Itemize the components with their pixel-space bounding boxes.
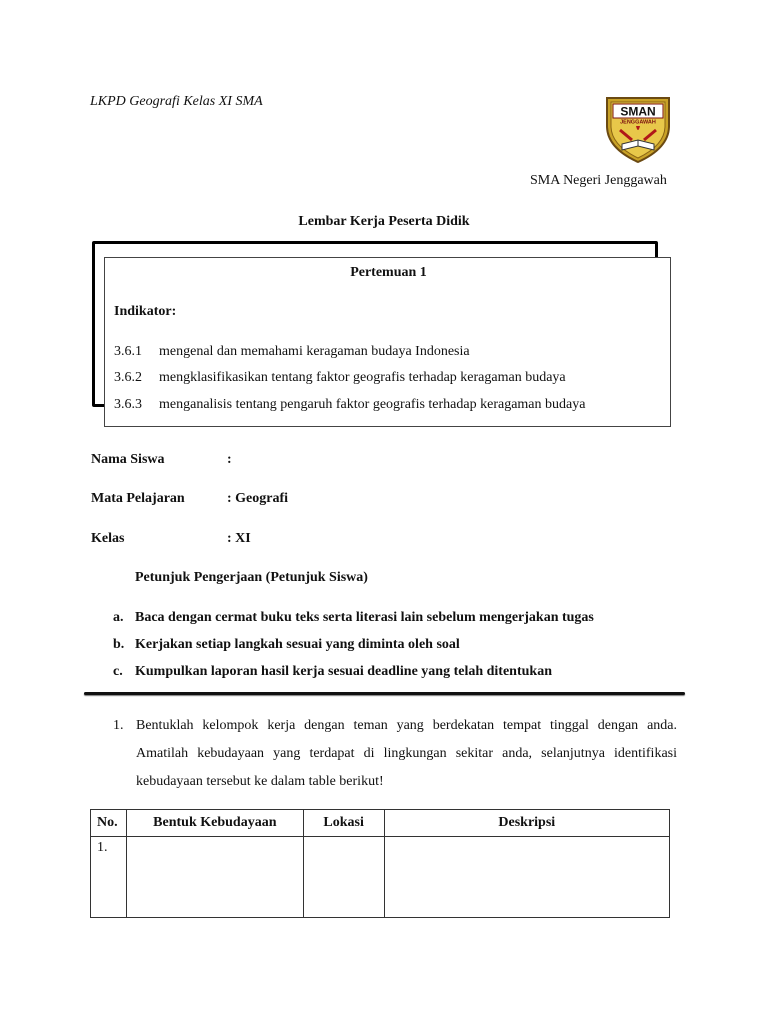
instruction-text: Kumpulkan laporan hasil kerja sesuai deadline yang telah ditentukan: [135, 664, 552, 679]
instruction-letter: b.: [113, 637, 125, 652]
column-header-description: Deskripsi: [384, 810, 669, 837]
field-label: Kelas: [91, 531, 125, 546]
instruction-letter: a.: [113, 610, 124, 625]
indicator-item: [114, 344, 470, 360]
task-text: Bentuklah kelompok kerja dengan teman yang berdekatan tempat tinggal dengan anda. Amatilah kebudayaan yang terdapat di lingkungan sekitar anda, selanjutnya identifikasi kebudayaan tersebut ke dalam table berikut!: [136, 718, 677, 789]
indicator-box: [104, 257, 671, 427]
instruction-item: [113, 637, 460, 653]
instruction-text: Baca dengan cermat buku teks serta literasi lain sebelum mengerjakan tugas: [135, 610, 594, 625]
table-row: [91, 837, 670, 918]
culture-table: [90, 809, 670, 918]
table-cell-no: 1.: [91, 837, 127, 918]
indicator-text: mengenal dan memahami keragaman budaya Indonesia: [159, 344, 470, 359]
table-cell-culture-form[interactable]: [126, 837, 303, 918]
indicator-text: mengklasifikasikan tentang faktor geografis terhadap keragaman budaya: [159, 370, 566, 385]
field-class: [91, 531, 251, 547]
svg-text:JENGGAWAH: JENGGAWAH: [620, 119, 656, 126]
field-value: : XI: [227, 531, 251, 546]
instructions-heading: Petunjuk Pengerjaan (Petunjuk Siswa): [135, 570, 368, 585]
field-label: Nama Siswa: [91, 452, 165, 467]
indicator-item: [114, 397, 585, 413]
indicator-number: 3.6.3: [114, 397, 142, 412]
meeting-title: Pertemuan 1: [350, 265, 427, 280]
indicator-number: 3.6.1: [114, 344, 142, 359]
indicator-number: 3.6.2: [114, 370, 142, 385]
field-label: Mata Pelajaran: [91, 491, 185, 506]
indicator-label: Indikator:: [114, 304, 177, 319]
instruction-letter: c.: [113, 664, 123, 679]
table-cell-description[interactable]: [384, 837, 669, 918]
section-divider: [84, 692, 685, 695]
field-value: :: [227, 452, 232, 467]
field-student-name: [91, 452, 232, 468]
field-value: : Geografi: [227, 491, 289, 506]
svg-text:SMAN: SMAN: [620, 104, 656, 119]
task-item: [113, 712, 677, 796]
instruction-item: [113, 610, 594, 626]
column-header-location: Lokasi: [303, 810, 384, 837]
document-title: Lembar Kerja Peserta Didik: [298, 214, 470, 229]
task-number: 1.: [113, 718, 124, 733]
indicator-item: [114, 370, 566, 386]
column-header-culture-form: Bentuk Kebudayaan: [126, 810, 303, 837]
school-logo: [602, 92, 674, 164]
instruction-item: [113, 664, 552, 680]
document-header-title: LKPD Geografi Kelas XI SMA: [90, 94, 263, 109]
column-header-no: No.: [91, 810, 127, 837]
instruction-text: Kerjakan setiap langkah sesuai yang diminta oleh soal: [135, 637, 460, 652]
field-subject: [91, 491, 288, 507]
indicator-text: menganalisis tentang pengaruh faktor geografis terhadap keragaman budaya: [159, 397, 586, 412]
school-name: SMA Negeri Jenggawah: [530, 173, 667, 188]
table-header-row: [91, 810, 670, 837]
table-cell-location[interactable]: [303, 837, 384, 918]
